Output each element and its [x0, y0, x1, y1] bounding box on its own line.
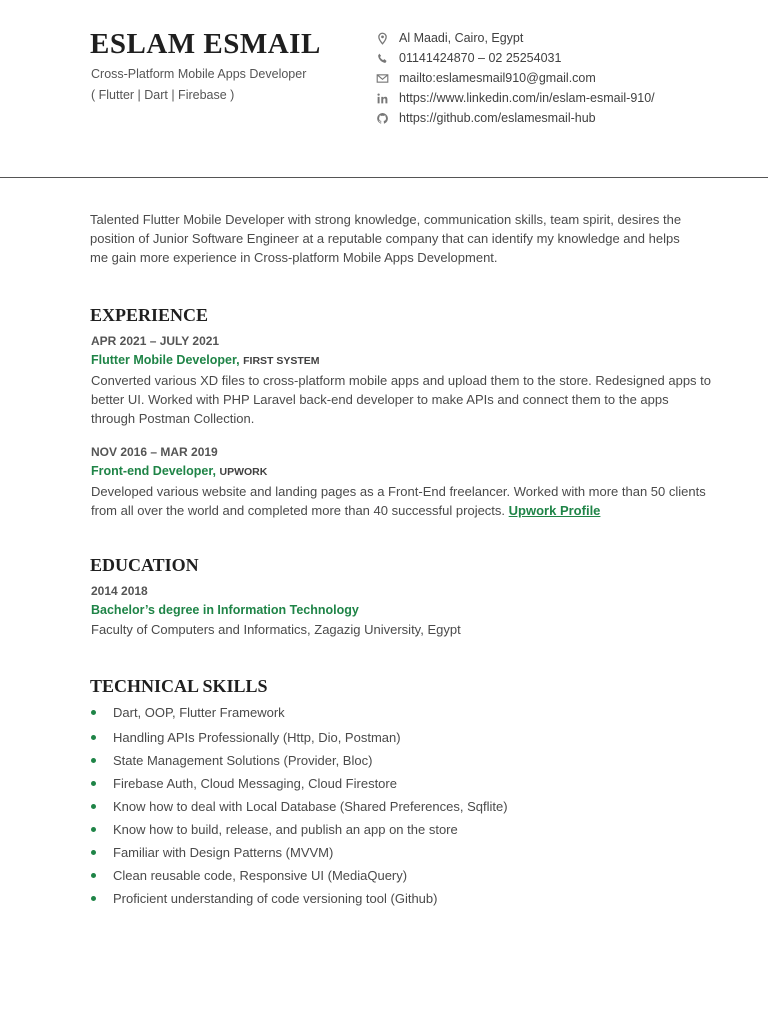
skill-item [91, 866, 508, 885]
education-school: Faculty of Computers and Informatics, Zagazig University, Egypt [91, 622, 461, 637]
job-dates: APR 2021 – JULY 2021 [91, 334, 220, 348]
education-heading: EDUCATION [90, 555, 199, 575]
bullet-icon [91, 758, 96, 763]
bullet-icon [91, 804, 96, 809]
skill-item [91, 820, 508, 839]
skill-item [91, 703, 508, 722]
skills-list [91, 703, 508, 908]
job-company: UPWORK [219, 466, 268, 478]
skill-text: Proficient understanding of code versioning tool (Github) [113, 891, 438, 906]
resume-name: ESLAM ESMAIL [90, 28, 321, 60]
skill-text: Know how to build, release, and publish an app on the store [113, 822, 458, 837]
skills-heading: TECHNICAL SKILLS [90, 676, 268, 696]
mail-icon [376, 72, 389, 85]
job-specialties: ( Flutter | Dart | Firebase ) [91, 88, 235, 102]
github-link[interactable]: https://github.com/eslamesmail-hub [399, 111, 596, 125]
bullet-icon [91, 873, 96, 878]
contact-list [376, 28, 655, 128]
contact-phone [376, 48, 655, 68]
skill-text: Clean reusable code, Responsive UI (MediaQuery) [113, 868, 408, 883]
skill-text: Handling APIs Professionally (Http, Dio, Postman) [113, 730, 401, 745]
job-description: Converted various XD files to cross-platform mobile apps and upload them to the store. Redesigned apps to better UI. Worked with PHP Laravel back-end developer to make APIs and connect them to the apps through Postman Collection. [91, 373, 712, 426]
job-description [91, 482, 711, 520]
phone-text: 01141424870 – 02 25254031 [399, 51, 562, 65]
experience-heading: EXPERIENCE [90, 305, 209, 325]
skill-item [91, 889, 508, 908]
linkedin-icon [376, 92, 389, 105]
linkedin-link[interactable]: https://www.linkedin.com/in/eslam-esmail-910/ [399, 91, 655, 105]
job-role-title: Front-end Developer, [91, 464, 217, 478]
contact-linkedin[interactable] [376, 88, 655, 108]
job-company: FIRST SYSTEM [243, 355, 320, 367]
contact-email[interactable] [376, 68, 655, 88]
profile-summary: Talented Flutter Mobile Developer with strong knowledge, communication skills, team spirit, desires the position of Junior Software Engineer at a reputable company that can identify my knowledge and helps me gain more experience in Cross-platform Mobile Apps Development. [90, 212, 682, 265]
skill-text: State Management Solutions (Provider, Bloc) [113, 753, 373, 768]
github-icon [376, 112, 389, 125]
experience-item [91, 332, 711, 428]
job-role [91, 351, 711, 371]
education-dates: 2014 2018 [91, 584, 148, 598]
address-text: Al Maadi, Cairo, Egypt [399, 31, 524, 45]
skill-item [91, 843, 508, 862]
education-item [91, 582, 711, 639]
job-dates: NOV 2016 – MAR 2019 [91, 445, 218, 459]
bullet-icon [91, 850, 96, 855]
bullet-icon [91, 781, 96, 786]
upwork-profile-link[interactable]: Upwork Profile [508, 503, 601, 518]
job-description-text: Developed various website and landing pages as a Front-End freelancer. Worked with more than 50 clients from all over the world and completed more than 40 successful projects. [91, 484, 706, 518]
job-title: Cross-Platform Mobile Apps Developer [91, 67, 307, 81]
skill-text: Familiar with Design Patterns (MVVM) [113, 845, 334, 860]
skill-text: Firebase Auth, Cloud Messaging, Cloud Firestore [113, 776, 397, 791]
bullet-icon [91, 896, 96, 901]
skill-item [91, 728, 508, 747]
skill-item [91, 751, 508, 770]
education-degree: Bachelor’s degree in Information Technology [91, 603, 359, 617]
skill-item [91, 797, 508, 816]
bullet-icon [91, 735, 96, 740]
job-role [91, 462, 711, 482]
contact-address [376, 28, 655, 48]
bullet-icon [91, 827, 96, 832]
job-role-title: Flutter Mobile Developer, [91, 353, 240, 367]
header-divider [0, 177, 768, 178]
bullet-icon [91, 710, 96, 715]
skill-text: Dart, OOP, Flutter Framework [113, 705, 285, 720]
contact-github[interactable] [376, 108, 655, 128]
skill-item [91, 774, 508, 793]
location-pin-icon [376, 32, 389, 45]
skill-text: Know how to deal with Local Database (Shared Preferences, Sqflite) [113, 799, 508, 814]
phone-icon [376, 52, 389, 65]
email-link[interactable]: mailto:eslamesmail910@gmail.com [399, 71, 596, 85]
experience-item [91, 443, 711, 520]
